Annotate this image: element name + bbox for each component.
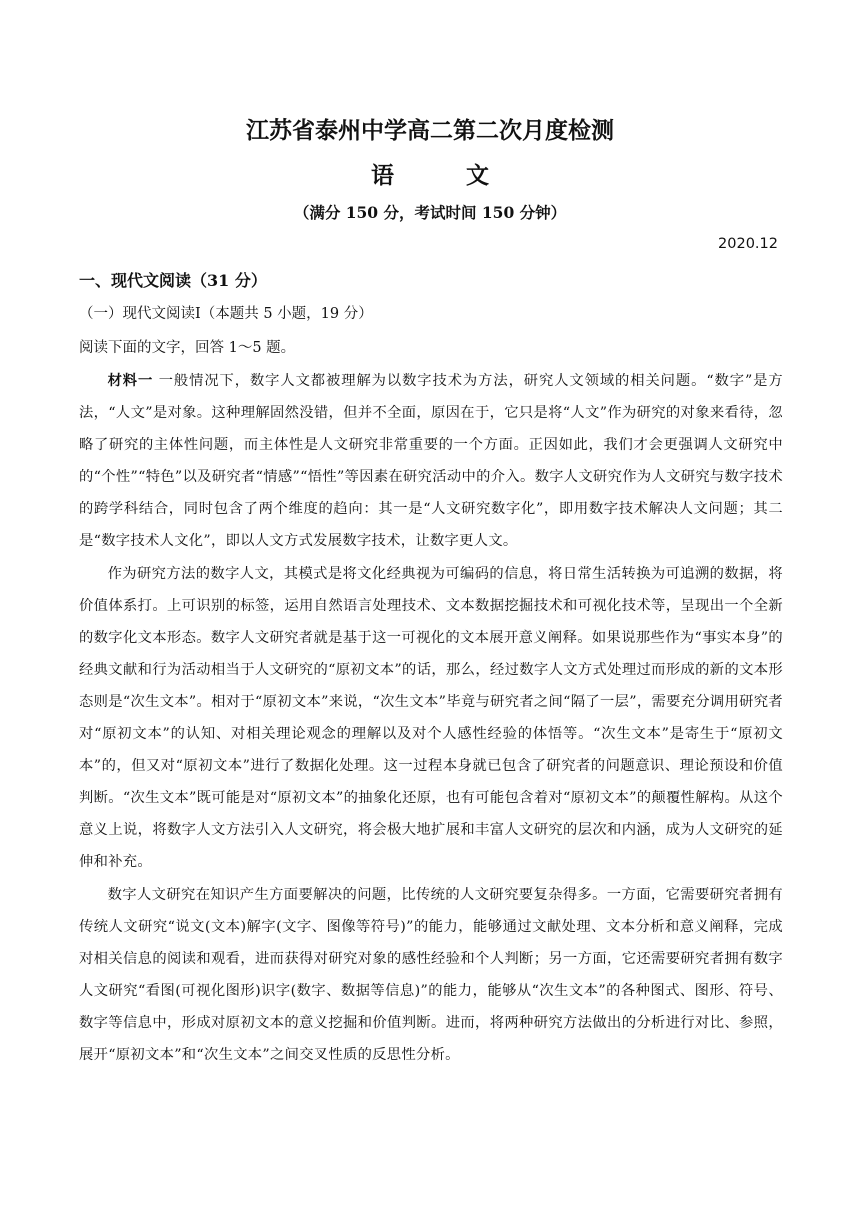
section-heading: 一、现代文阅读（31 分）: [79, 271, 267, 290]
passage-paragraph-2: 作为研究方法的数字人文，其模式是将文化经典视为可编码的信息，将日常生活转换为可追溯的数据，将价值体系打。上可识别的标签，运用自然语言处理技术、文本数据挖掘技术和可视化技术等，呈现出一个全新的数字化文本形态。数字人文研究者就是基于这一可视化的文本展开意义阐释。如果说那些作为“事实本身”的经典文献和行为活动相当于人文研究的“原初文本”的话，那么，经过数字人文方式处理过而形成的新的文本形态则是“次生文本”。相对于“原初文本”来说，“次生文本”毕竟与研究者之间“隔了一层”，需要充分调用研究者对“原初文本”的认知、对相关理论观念的理解以及对个人感性经验的体悟等。“次生文本”是寄生于“原初文本”的，但又对“原初文本”进行了数据化处理。这一过程本身就已包含了研究者的问题意识、理论预设和价值判断。“次生文本”既可能是对“原初文本”的抽象化还原，也有可能包含着对“原初文本”的颠覆性解构。从这个意义上说，将数字人文方法引入人文研究，将会极大地扩展和丰富人文研究的层次和内涵，成为人文研究的延伸和补充。: [79, 565, 783, 871]
subject-title: 语 文: [370, 162, 521, 189]
exam-meta: （满分 150 分，考试时间 150 分钟）: [293, 203, 567, 222]
passage-paragraph-3: 数字人文研究在知识产生方面要解决的问题，比传统的人文研究要复杂得多。一方面，它需要研究者拥有传统人文研究“说文(文本)解字(文字、图像等符号)”的能力，能够通过文献处理、文本分析和意义阐释，完成对相关信息的阅读和观看，进而获得对研究对象的感性经验和个人判断；另一方面，它还需要研究者拥有数字人文研究“看图(可视化图形)识字(数字、数据等信息)”的能力，能够从“次生文本”的各种图式、图形、符号、数字等信息中，形成对原初文本的意义挖掘和价值判断。进而，将两种研究方法做出的分析进行对比、参照，展开“原初文本”和“次生文本”之间交叉性质的反思性分析。: [79, 886, 783, 1063]
passage-paragraph-1: [79, 365, 783, 558]
reading-instruction: 阅读下面的文字，回答 1～5 题。: [79, 340, 296, 356]
paragraph-1-text: 一般情况下，数字人文都被理解为以数字技术为方法，研究人文领域的相关问题。“数字”是方法，“人文”是对象。这种理解固然没错，但并不全面，原因在于，它只是将“人文”作为研究的对象来看待，忽略了研究的主体性问题，而主体性是人文研究非常重要的一个方面。正因如此，我们才会更强调人文研究中的“个性”“特色”以及研究者“情感”“悟性”等因素在研究活动中的介入。数字人文研究作为人文研究与数字技术的跨学科结合，同时包含了两个维度的趋向：其一是“人文研究数字化”，即用数字技术解决人文问题；其二是“数字技术人文化”，即以人文方式发展数字技术，让数字更人文。: [79, 373, 783, 550]
reading-passage: [79, 365, 783, 1071]
exam-title: 江苏省泰州中学高二第二次月度检测: [246, 117, 614, 144]
exam-date: 2020.12: [718, 236, 778, 252]
material-label: 材料一: [107, 373, 154, 389]
subsection-heading: （一）现代文阅读Ⅰ（本题共 5 小题，19 分）: [79, 306, 373, 322]
